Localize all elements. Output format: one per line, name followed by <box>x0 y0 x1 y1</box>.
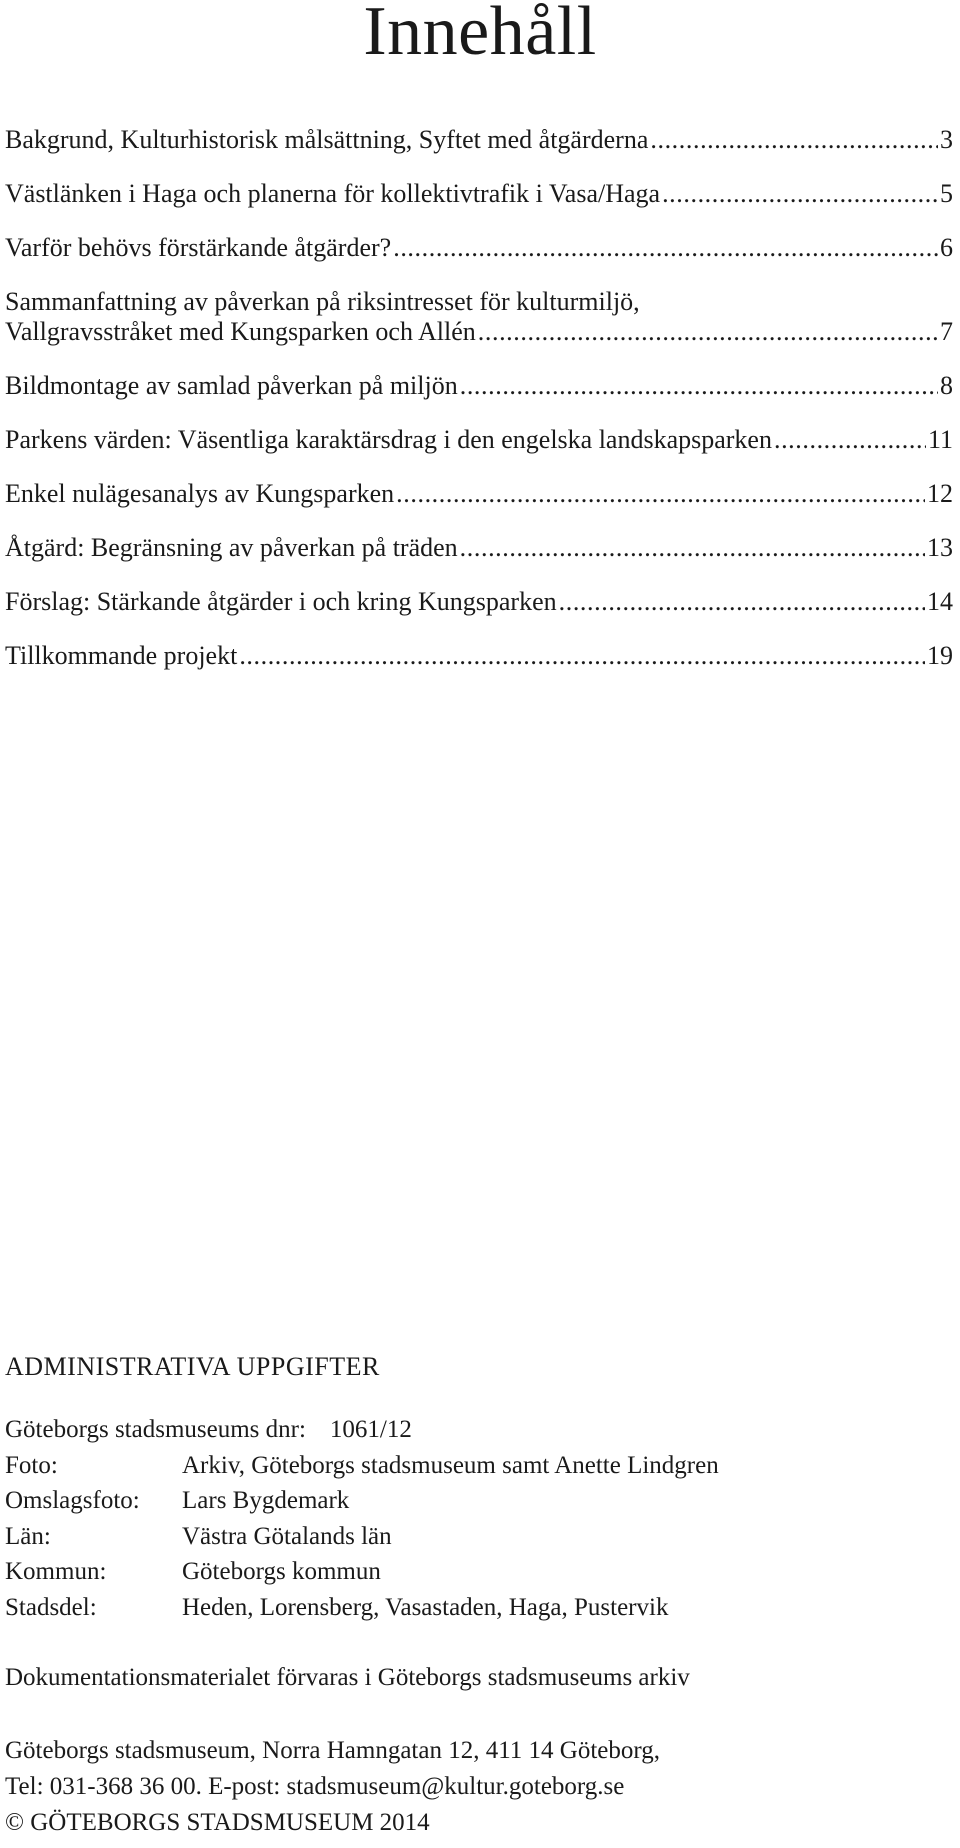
admin-label: Göteborgs stadsmuseums dnr: <box>5 1416 306 1443</box>
toc-entry[interactable] <box>5 479 953 509</box>
admin-label: Omslagsfoto: <box>5 1487 140 1514</box>
toc-dot-leader <box>460 371 938 401</box>
toc-dot-leader <box>393 233 938 263</box>
toc-entry-page: 13 <box>927 533 953 562</box>
toc-dot-leader <box>478 317 938 347</box>
toc-dot-leader <box>662 179 938 209</box>
toc-entry-page: 12 <box>927 479 953 508</box>
toc-entry-page: 19 <box>927 641 953 670</box>
toc-entry[interactable] <box>5 179 953 209</box>
admin-row-dnr <box>5 1412 719 1448</box>
toc-entry-page: 11 <box>927 425 953 454</box>
toc-entry-title: Förslag: Stärkande åtgärder i och kring Kungsparken <box>5 587 557 616</box>
toc-dot-leader <box>396 479 925 509</box>
admin-value: Göteborgs kommun <box>182 1558 381 1585</box>
admin-details <box>5 1412 719 1625</box>
toc-entry-page: 6 <box>940 233 953 262</box>
address-line: Göteborgs stadsmuseum, Norra Hamngatan 12, 411 14 Göteborg, <box>5 1737 660 1764</box>
contact-block <box>5 1733 660 1841</box>
admin-row-lan <box>5 1519 719 1555</box>
toc-dot-leader <box>239 641 925 671</box>
admin-value: Västra Götalands län <box>182 1522 392 1550</box>
admin-value: 1061/12 <box>329 1416 412 1443</box>
toc-entry[interactable] <box>5 233 953 263</box>
toc-entry-title: Tillkommande projekt <box>5 641 238 670</box>
toc-entry-page: 3 <box>940 125 953 154</box>
toc-entry[interactable] <box>5 587 953 617</box>
admin-value: Heden, Lorensberg, Vasastaden, Haga, Pustervik <box>182 1593 669 1621</box>
admin-label: Kommun: <box>5 1558 107 1585</box>
toc-entry-page: 8 <box>940 371 953 400</box>
toc-entry[interactable] <box>5 533 953 563</box>
toc-dot-leader <box>650 125 938 155</box>
toc-entry-title-line1: Sammanfattning av påverkan på riksintresset för kulturmiljö, <box>5 287 640 316</box>
admin-label: Län: <box>5 1522 51 1550</box>
table-of-contents <box>5 125 953 695</box>
toc-entry-title: Åtgärd: Begränsning av påverkan på träden <box>5 533 458 562</box>
admin-label: Stadsdel: <box>5 1593 97 1621</box>
admin-heading: ADMINISTRATIVA UPPGIFTER <box>5 1352 380 1381</box>
toc-entry-title: Västlänken i Haga och planerna för kollektivtrafik i Vasa/Haga <box>5 179 661 208</box>
admin-row-stadsdel <box>5 1590 719 1626</box>
toc-entry-title: Vallgravsstråket med Kungsparken och Allén <box>5 317 476 346</box>
admin-row-omslagsfoto <box>5 1483 719 1519</box>
contact-line: Tel: 031-368 36 00. E-post: stadsmuseum@kultur.goteborg.se <box>5 1773 625 1800</box>
toc-entry[interactable] <box>5 125 953 155</box>
toc-entry-title: Parkens värden: Väsentliga karaktärsdrag i den engelska landskapsparken <box>5 425 772 454</box>
toc-entry-title: Bildmontage av samlad påverkan på miljön <box>5 371 458 400</box>
toc-dot-leader <box>460 533 925 563</box>
toc-entry[interactable] <box>5 641 953 671</box>
admin-value: Arkiv, Göteborgs stadsmuseum samt Anette Lindgren <box>182 1451 719 1479</box>
archive-note: Dokumentationsmaterialet förvaras i Göteborgs stadsmuseums arkiv <box>5 1664 690 1691</box>
toc-dot-leader <box>774 425 926 455</box>
toc-entry-title: Bakgrund, Kulturhistorisk målsättning, Syftet med åtgärderna <box>5 125 649 154</box>
admin-label: Foto: <box>5 1451 58 1479</box>
copyright-line: © GÖTEBORGS STADSMUSEUM 2014 <box>5 1809 430 1836</box>
admin-row-kommun <box>5 1554 719 1590</box>
toc-entry-page: 5 <box>940 179 953 208</box>
page-title: Innehåll <box>363 0 597 70</box>
toc-entry[interactable] <box>5 425 953 455</box>
admin-row-foto <box>5 1448 719 1484</box>
toc-entry[interactable] <box>5 287 953 347</box>
toc-entry-page: 14 <box>927 587 953 616</box>
toc-entry-page: 7 <box>940 317 953 346</box>
toc-entry-title: Varför behövs förstärkande åtgärder? <box>5 233 392 262</box>
toc-entry-title: Enkel nulägesanalys av Kungsparken <box>5 479 395 508</box>
toc-entry[interactable] <box>5 371 953 401</box>
admin-value: Lars Bygdemark <box>182 1487 350 1514</box>
toc-dot-leader <box>559 587 925 617</box>
